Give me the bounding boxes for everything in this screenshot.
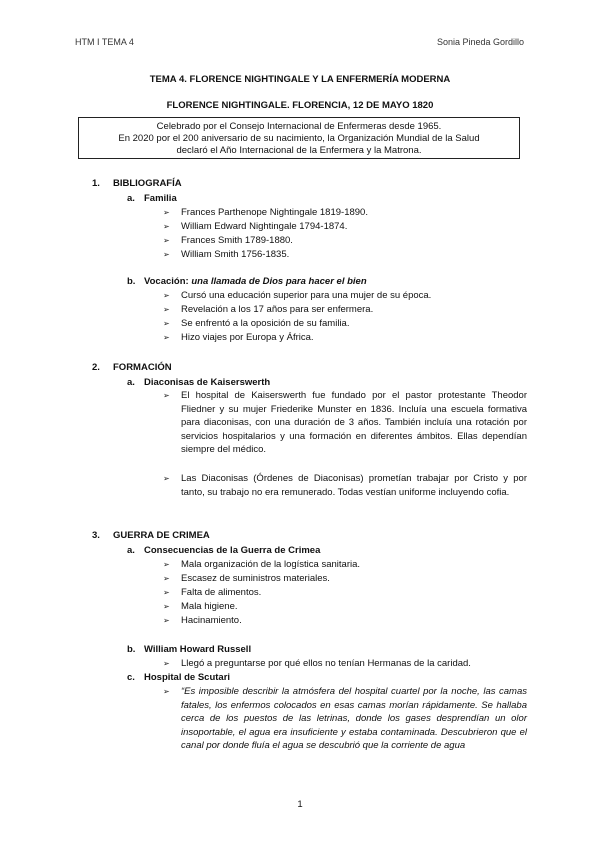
arrow-bullet-icon: ➢ <box>163 560 170 569</box>
subsection-heading: b. William Howard Russell <box>127 644 252 655</box>
arrow-bullet-icon: ➢ <box>163 236 170 245</box>
section-heading: 1. BIBLIOGRAFÍA <box>92 178 182 189</box>
arrow-bullet-icon: ➢ <box>163 659 170 668</box>
info-box <box>78 117 520 159</box>
info-box-line: Celebrado por el Consejo Internacional de Enfermeras desde 1965. <box>156 121 442 132</box>
arrow-bullet-icon: ➢ <box>163 250 170 259</box>
list-item: ➢ Cursó una educación superior para una mujer de su época. <box>163 290 432 301</box>
arrow-bullet-icon: ➢ <box>163 574 170 583</box>
info-box-line: En 2020 por el 200 aniversario de su nacimiento, la Organización Mundial de la Salud <box>118 133 480 144</box>
arrow-bullet-icon: ➢ <box>163 319 170 328</box>
subsection-heading: a. Familia <box>127 193 177 204</box>
list-item: ➢ Hizo viajes por Europa y África. <box>163 332 314 343</box>
list-item: ➢ Hacinamiento. <box>163 615 242 626</box>
arrow-bullet-icon: ➢ <box>163 602 170 611</box>
list-item: ➢ Revelación a los 17 años para ser enfermera. <box>163 304 374 315</box>
subsection-heading: c. Hospital de Scutari <box>127 672 231 683</box>
arrow-bullet-icon: ➢ <box>163 305 170 314</box>
quote-item: ➢ “Es imposible describir la atmósfera del hospital cuartel por la noche, las camas fatales, los enfermos colocados en esas camas morían rápidamente. Se hallaba cerca de los puestos de las letrinas, donde los gases desprendían un olor insoportable, el agua era insuficiente y estaba contaminada. Descubrieron que el canal por donde fluía el agua se descubrió que la corriente de agua <box>163 686 527 751</box>
list-item: ➢ Frances Parthenope Nightingale 1819-1890. <box>163 207 368 218</box>
arrow-bullet-icon: ➢ <box>163 222 170 231</box>
list-item: ➢ Llegó a preguntarse por qué ellos no tenían Hermanas de la caridad. <box>163 658 471 669</box>
list-item: ➢ William Edward Nightingale 1794-1874. <box>163 221 348 232</box>
header-left: HTM I TEMA 4 <box>75 37 134 47</box>
page-number: 1 <box>297 799 303 810</box>
arrow-bullet-icon: ➢ <box>163 391 170 400</box>
arrow-bullet-icon: ➢ <box>163 291 170 300</box>
document-subtitle: FLORENCE NIGHTINGALE. FLORENCIA, 12 DE MAYO 1820 <box>166 100 434 111</box>
document-title: TEMA 4. FLORENCE NIGHTINGALE Y LA ENFERMERÍA MODERNA <box>149 74 451 85</box>
list-item: ➢ Escasez de suministros materiales. <box>163 573 330 584</box>
info-box-line: declaró el Año Internacional de la Enfermera y la Matrona. <box>176 145 422 156</box>
paragraph-item: ➢ Las Diaconisas (Órdenes de Diaconisas) prometían trabajar por Cristo y por tanto, su trabajo no era remunerado. Todas vestían uniforme incluyendo cofia. <box>163 473 527 498</box>
arrow-bullet-icon: ➢ <box>163 687 170 696</box>
arrow-bullet-icon: ➢ <box>163 616 170 625</box>
list-item: ➢ Se enfrentó a la oposición de su familia. <box>163 318 350 329</box>
list-item: ➢ Mala higiene. <box>163 601 238 612</box>
arrow-bullet-icon: ➢ <box>163 588 170 597</box>
header-right: Sonia Pineda Gordillo <box>436 37 524 47</box>
section-heading: 3. GUERRA DE CRIMEA <box>92 530 210 541</box>
list-item: ➢ Falta de alimentos. <box>163 587 262 598</box>
arrow-bullet-icon: ➢ <box>163 333 170 342</box>
subsection-heading: b. Vocación: una llamada de Dios para hacer el bien <box>127 276 367 287</box>
subsection-heading: a. Diaconisas de Kaiserswerth <box>127 377 271 388</box>
arrow-bullet-icon: ➢ <box>163 474 170 483</box>
arrow-bullet-icon: ➢ <box>163 208 170 217</box>
section-heading: 2. FORMACIÓN <box>92 362 172 373</box>
subsection-heading: a. Consecuencias de la Guerra de Crimea <box>127 545 321 556</box>
list-item: ➢ Mala organización de la logística sanitaria. <box>163 559 361 570</box>
paragraph-item: ➢ El hospital de Kaiserswerth fue fundado por el pastor protestante Theodor Fliedner y su mujer Friederike Munster en 1836. Incluía una escuela formativa para diaconisas, con una duración de 3 años. También incluía una rotación por servicios hospitalarios y una formación en diferentes ámbitos. Ellas dependían siempre del médico. <box>163 390 527 455</box>
list-item: ➢ William Smith 1756-1835. <box>163 249 290 260</box>
list-item: ➢ Frances Smith 1789-1880. <box>163 235 293 246</box>
